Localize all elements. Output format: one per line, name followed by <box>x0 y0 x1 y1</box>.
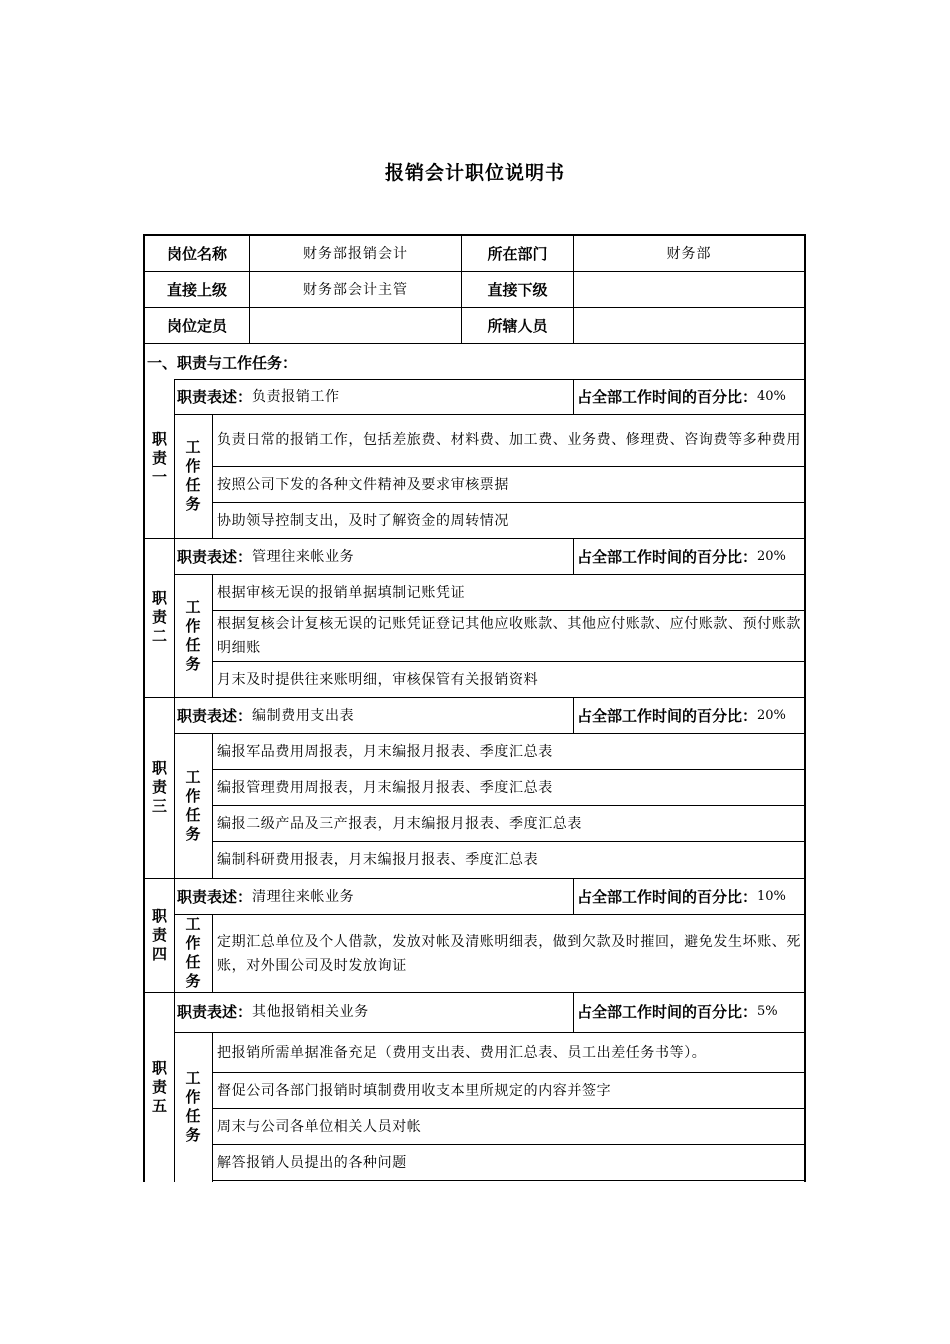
department-value: 财务部 <box>666 246 712 262</box>
duty-3-desc-row: 职责表述： 编制费用支出表 <box>177 698 572 733</box>
duty-4-description: 清理往来帐业务 <box>252 888 355 905</box>
duty-3-pct-row: 占全部工作时间的百分比： 20% <box>577 698 804 733</box>
duty-4-pct-row: 占全部工作时间的百分比： 10% <box>577 879 804 914</box>
duty-3-description: 编制费用支出表 <box>252 707 355 724</box>
duty-4-task-label: 工 作 任 务 <box>185 915 201 990</box>
subordinate-label: 直接下级 <box>487 281 548 299</box>
duty-5-pct-row: 占全部工作时间的百分比： 5% <box>577 993 804 1031</box>
superior-label: 直接上级 <box>166 281 227 299</box>
page-title: 报销会计职位说明书 <box>384 162 565 184</box>
duty-1-percent: 40% <box>757 389 786 404</box>
position-name-value: 财务部报销会计 <box>303 246 408 262</box>
duty-2-description: 管理往来帐业务 <box>252 548 355 565</box>
duty-2-percent: 20% <box>757 548 786 564</box>
duty-1-pct-row: 占全部工作时间的百分比： 40% <box>577 380 804 414</box>
duty-1-task-label: 工 作 任 务 <box>185 438 201 513</box>
duty-2-task-label: 工 作 任 务 <box>185 597 201 673</box>
duty-2-task-3: 月末及时提供往来账明细，审核保管有关报销资料 <box>217 671 539 688</box>
duty-5-percent: 5% <box>757 1004 778 1019</box>
superior-value: 财务部会计主管 <box>303 282 408 298</box>
duty-3-task-3: 编报二级产品及三产报表，月末编报月报表、季度汇总表 <box>217 815 582 832</box>
duty-3-task-2: 编报管理费用周报表，月末编报月报表、季度汇总表 <box>217 779 553 796</box>
duty-2-desc-row: 职责表述： 管理往来帐业务 <box>177 539 572 574</box>
section-title: 一、职责与工作任务： <box>147 354 298 372</box>
duty-1-desc-row: 职责表述： 负责报销工作 <box>177 380 572 414</box>
duty-4-percent: 10% <box>757 888 786 904</box>
duty-5-task-3: 周末与公司各单位相关人员对帐 <box>217 1118 422 1135</box>
duty-3-task-1: 编报军品费用周报表，月末编报月报表、季度汇总表 <box>217 743 553 760</box>
duty-4-label: 职 责 四 <box>151 906 167 963</box>
duty-5-description: 其他报销相关业务 <box>252 1004 369 1020</box>
duty-5-task-1: 把报销所需单据准备充足（费用支出表、费用汇总表、员工出差任务书等）。 <box>217 1044 707 1061</box>
subordinate-value <box>574 272 804 308</box>
duty-3-task-4: 编制科研费用报表，月末编报月报表、季度汇总表 <box>217 852 539 868</box>
duty-2-task-2: 根据复核会计复核无误的记账凭证登记其他应收账款、其他应付账款、应付账款、预付账款明细账 <box>217 616 801 656</box>
duty-3-task-label: 工 作 任 务 <box>185 767 201 843</box>
duty-2-label: 职 责 二 <box>151 589 167 645</box>
duty-3-label: 职 责 三 <box>151 759 167 815</box>
duty-2-pct-row: 占全部工作时间的百分比： 20% <box>577 539 804 574</box>
duty-5-task-4: 解答报销人员提出的各种问题 <box>217 1154 407 1171</box>
duty-5-label: 职 责 五 <box>151 1058 167 1115</box>
position-name-label: 岗位名称 <box>166 245 227 263</box>
duty-5-desc-row: 职责表述： 其他报销相关业务 <box>177 993 572 1031</box>
duty-5-task-label: 工 作 任 务 <box>185 1069 201 1144</box>
duty-1-task-2: 按照公司下发的各种文件精神及要求审核票据 <box>217 476 509 493</box>
duty-1-task-3: 协助领导控制支出，及时了解资金的周转情况 <box>217 512 509 529</box>
headcount-label: 岗位定员 <box>166 317 227 335</box>
duty-1-label: 职 责 一 <box>151 430 167 486</box>
duty-4-task-1: 定期汇总单位及个人借款，发放对帐及清账明细表，做到欠款及时摧回，避免发生坏账、死账，对外围公司及时发放询证 <box>217 933 801 974</box>
duty-4-desc-row: 职责表述： 清理往来帐业务 <box>177 879 572 914</box>
headcount-value <box>250 308 461 344</box>
duty-3-percent: 20% <box>757 707 786 723</box>
department-label: 所在部门 <box>487 245 548 263</box>
staff-value <box>574 308 804 344</box>
duty-1-description: 负责报销工作 <box>252 389 340 405</box>
duty-1-task-1: 负责日常的报销工作，包括差旅费、材料费、加工费、业务费、修理费、咨询费等多种费用 <box>217 432 801 448</box>
duty-2-task-1: 根据审核无误的报销单据填制记账凭证 <box>217 584 466 601</box>
duty-5-task-2: 督促公司各部门报销时填制费用收支本里所规定的内容并签字 <box>217 1082 612 1099</box>
staff-label: 所辖人员 <box>487 317 548 335</box>
